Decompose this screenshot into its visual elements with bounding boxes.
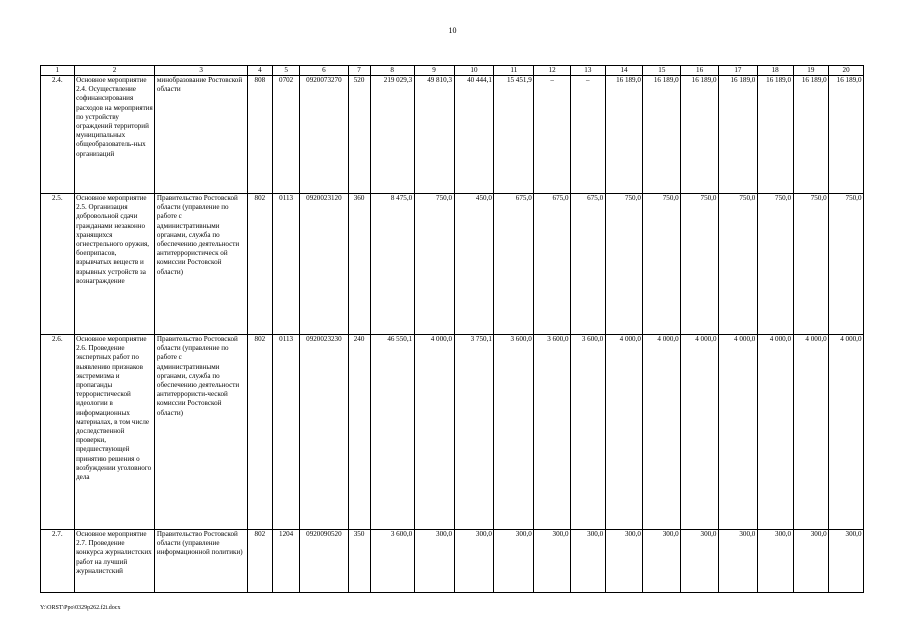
amount-cell: 750,0 <box>605 194 643 335</box>
amount-cell: 300,0 <box>605 530 643 593</box>
amount-cell: 4 000,0 <box>414 335 454 530</box>
column-number-header: 5 <box>272 66 299 76</box>
amount-cell: 16 189,0 <box>793 76 829 194</box>
amount-cell: 16 189,0 <box>605 76 643 194</box>
rzpr-code-cell: 1204 <box>272 530 299 593</box>
executor-cell: Правительство Ростовской области (управление информационной политики) <box>155 530 247 593</box>
amount-cell: 450,0 <box>454 194 494 335</box>
row-number-cell: 2.7. <box>41 530 75 593</box>
grbs-code-cell: 802 <box>247 194 272 335</box>
amount-cell: – <box>534 76 571 194</box>
column-number-header: 18 <box>757 66 793 76</box>
amount-cell: 300,0 <box>757 530 793 593</box>
column-number-header: 3 <box>155 66 247 76</box>
column-number-header: 15 <box>643 66 681 76</box>
csr-code-cell: 0920090520 <box>300 530 348 593</box>
amount-cell: 300,0 <box>494 530 534 593</box>
executor-cell: минобразование Ростовской области <box>155 76 247 194</box>
budget-table <box>40 65 864 593</box>
amount-cell: 4 000,0 <box>793 335 829 530</box>
amount-cell: 750,0 <box>681 194 719 335</box>
amount-cell: 49 810,3 <box>414 76 454 194</box>
column-number-header: 20 <box>829 66 864 76</box>
amount-cell: 300,0 <box>454 530 494 593</box>
vr-code-cell: 360 <box>348 194 370 335</box>
column-number-header: 4 <box>247 66 272 76</box>
table-row <box>41 76 864 194</box>
column-number-header: 8 <box>370 66 414 76</box>
table-row <box>41 194 864 335</box>
column-number-header: 11 <box>494 66 534 76</box>
event-name-cell: Основное мероприятие 2.7. Проведение конкурса журналистских работ на лучший журналистский <box>74 530 155 593</box>
column-number-header: 16 <box>681 66 719 76</box>
csr-code-cell: 0920073270 <box>300 76 348 194</box>
table-row <box>41 530 864 593</box>
amount-cell: 3 600,0 <box>494 335 534 530</box>
amount-cell: 300,0 <box>681 530 719 593</box>
column-number-row <box>41 66 864 76</box>
amount-cell: 300,0 <box>571 530 606 593</box>
amount-cell: 15 451,9 <box>494 76 534 194</box>
vr-code-cell: 350 <box>348 530 370 593</box>
amount-cell: 300,0 <box>414 530 454 593</box>
amount-cell: – <box>571 76 606 194</box>
amount-cell: 675,0 <box>534 194 571 335</box>
column-number-header: 17 <box>718 66 757 76</box>
column-number-header: 13 <box>571 66 606 76</box>
row-number-cell: 2.5. <box>41 194 75 335</box>
amount-cell: 4 000,0 <box>643 335 681 530</box>
table-row <box>41 335 864 530</box>
amount-cell: 300,0 <box>829 530 864 593</box>
page-number: 10 <box>448 26 457 35</box>
amount-cell: 750,0 <box>414 194 454 335</box>
amount-cell: 3 600,0 <box>571 335 606 530</box>
column-number-header: 7 <box>348 66 370 76</box>
amount-cell: 16 189,0 <box>829 76 864 194</box>
amount-cell: 4 000,0 <box>757 335 793 530</box>
amount-cell: 4 000,0 <box>718 335 757 530</box>
executor-cell: Правительство Ростовской области (управление по работе с административными органами, служба по обеспечению деятельности антитеррористическ ой комиссии Ростовской области) <box>155 194 247 335</box>
csr-code-cell: 0920023120 <box>300 194 348 335</box>
grbs-code-cell: 808 <box>247 76 272 194</box>
amount-cell: 219 029,3 <box>370 76 414 194</box>
rzpr-code-cell: 0702 <box>272 76 299 194</box>
amount-cell: 3 600,0 <box>370 530 414 593</box>
footer-file-path: Y:\ORST\Ppo\0329p262.f2i.docx <box>40 605 121 611</box>
row-number-cell: 2.4. <box>41 76 75 194</box>
executor-cell: Правительство Ростовской области (управление по работе с административными органами, служба по обеспечению деятельности антитеррористи-ческой комиссии Ростовской области) <box>155 335 247 530</box>
amount-cell: 16 189,0 <box>718 76 757 194</box>
amount-cell: 300,0 <box>718 530 757 593</box>
amount-cell: 16 189,0 <box>681 76 719 194</box>
column-number-header: 12 <box>534 66 571 76</box>
row-number-cell: 2.6. <box>41 335 75 530</box>
column-number-header: 19 <box>793 66 829 76</box>
amount-cell: 750,0 <box>757 194 793 335</box>
amount-cell: 46 550,1 <box>370 335 414 530</box>
rzpr-code-cell: 0113 <box>272 335 299 530</box>
csr-code-cell: 0920023230 <box>300 335 348 530</box>
amount-cell: 750,0 <box>829 194 864 335</box>
amount-cell: 3 600,0 <box>534 335 571 530</box>
amount-cell: 300,0 <box>793 530 829 593</box>
event-name-cell: Основное мероприятие 2.6. Проведение экспертных работ по выявлению признаков экстремизма и пропаганды террористической идеологии в информационных материалах, в том числе доследственной проверки, предшествующей принятию решения о возбуждении уголовного дела <box>74 335 155 530</box>
column-number-header: 6 <box>300 66 348 76</box>
amount-cell: 16 189,0 <box>757 76 793 194</box>
grbs-code-cell: 802 <box>247 530 272 593</box>
amount-cell: 4 000,0 <box>681 335 719 530</box>
column-number-header: 10 <box>454 66 494 76</box>
amount-cell: 750,0 <box>793 194 829 335</box>
amount-cell: 300,0 <box>534 530 571 593</box>
amount-cell: 8 475,0 <box>370 194 414 335</box>
amount-cell: 4 000,0 <box>605 335 643 530</box>
amount-cell: 750,0 <box>718 194 757 335</box>
column-number-header: 1 <box>41 66 75 76</box>
amount-cell: 675,0 <box>494 194 534 335</box>
column-number-header: 14 <box>605 66 643 76</box>
rzpr-code-cell: 0113 <box>272 194 299 335</box>
amount-cell: 750,0 <box>643 194 681 335</box>
column-number-header: 2 <box>74 66 155 76</box>
grbs-code-cell: 802 <box>247 335 272 530</box>
vr-code-cell: 520 <box>348 76 370 194</box>
amount-cell: 300,0 <box>643 530 681 593</box>
amount-cell: 16 189,0 <box>643 76 681 194</box>
event-name-cell: Основное мероприятие 2.4. Осуществление софинансирования расходов на мероприятия по устройству ограждений территорий муниципальных общеобразователь-ных организаций <box>74 76 155 194</box>
amount-cell: 4 000,0 <box>829 335 864 530</box>
amount-cell: 3 750,1 <box>454 335 494 530</box>
amount-cell: 40 444,1 <box>454 76 494 194</box>
column-number-header: 9 <box>414 66 454 76</box>
amount-cell: 675,0 <box>571 194 606 335</box>
event-name-cell: Основное мероприятие 2.5. Организация добровольной сдачи гражданами незаконно хранящихся огнестрельного оружия, боеприпасов, взрывчатых веществ и взрывных устройств за вознаграждение <box>74 194 155 335</box>
vr-code-cell: 240 <box>348 335 370 530</box>
